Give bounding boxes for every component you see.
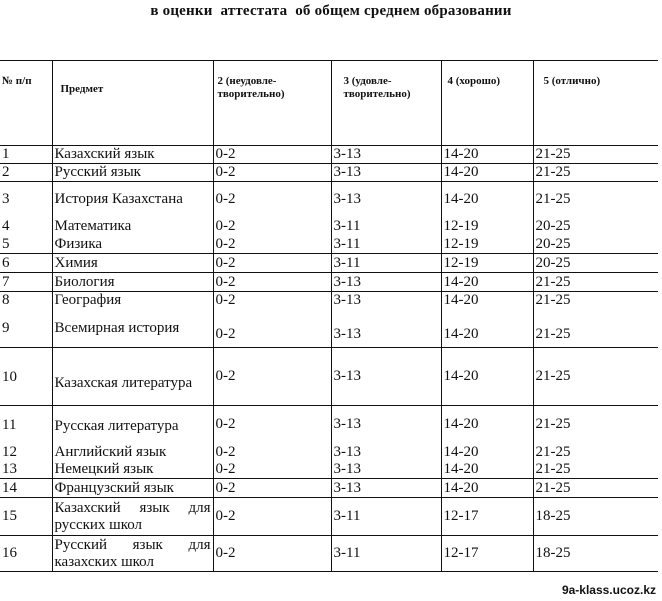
row-subject: География bbox=[52, 292, 213, 310]
row-num: 6 bbox=[0, 254, 52, 273]
row-grade-2: 0-2 bbox=[213, 292, 331, 310]
row-grade-4: 14-20 bbox=[441, 292, 533, 310]
row-grade-3: 3-11 bbox=[331, 498, 441, 536]
table-row bbox=[0, 498, 658, 536]
grades-table bbox=[0, 60, 658, 572]
row-grade-4: 14-20 bbox=[441, 348, 533, 406]
row-grade-4: 12-17 bbox=[441, 536, 533, 572]
row-grade-2: 0-2 bbox=[213, 236, 331, 254]
row-grade-3: 3-13 bbox=[331, 461, 441, 479]
row-subject: Химия bbox=[52, 254, 213, 273]
row-grade-4: 14-20 bbox=[441, 310, 533, 348]
header-subject: Предмет bbox=[52, 61, 213, 146]
header-grade-4: 4 (хорошо) bbox=[441, 61, 533, 146]
table-row bbox=[0, 444, 658, 461]
row-num: 11 bbox=[2, 417, 17, 434]
header-num: № п/п bbox=[0, 61, 52, 146]
row-subject: Казахский язык для русских школ bbox=[52, 498, 213, 536]
row-num: 1 bbox=[0, 146, 52, 164]
header-grade-3: 3 (удовле-творительно) bbox=[331, 61, 441, 146]
row-grade-3: 3-13 bbox=[331, 292, 441, 310]
site-watermark: 9a-klass.ucoz.kz bbox=[561, 583, 656, 597]
row-grade-2: 0-2 bbox=[213, 218, 331, 236]
row-grade-5: 21-25 bbox=[533, 461, 658, 479]
row-num: 8 bbox=[2, 292, 10, 309]
row-subject: Математика bbox=[52, 218, 213, 236]
table-row bbox=[0, 164, 658, 182]
row-grade-5: 21-25 bbox=[533, 182, 658, 218]
table-row bbox=[0, 406, 658, 444]
row-grade-4: 12-19 bbox=[441, 218, 533, 236]
row-grade-2: 0-2 bbox=[213, 273, 331, 292]
table-row bbox=[0, 273, 658, 292]
row-grade-5: 21-25 bbox=[533, 292, 658, 310]
row-grade-3: 3-13 bbox=[331, 348, 441, 406]
row-grade-5: 20-25 bbox=[533, 236, 658, 254]
row-num: 14 bbox=[0, 479, 52, 498]
row-grade-2: 0-2 bbox=[213, 146, 331, 164]
row-grade-5: 20-25 bbox=[533, 218, 658, 236]
row-subject: Биология bbox=[52, 273, 213, 292]
row-grade-2: 0-2 bbox=[213, 348, 331, 406]
header-grade-5: 5 (отлично) bbox=[533, 61, 658, 146]
row-grade-4: 14-20 bbox=[441, 164, 533, 182]
table-row bbox=[0, 218, 658, 236]
row-subject: История Казахстана bbox=[52, 182, 213, 218]
row-subject: Физика bbox=[52, 236, 213, 254]
row-grade-4: 14-20 bbox=[441, 182, 533, 218]
row-subject: Русский язык bbox=[52, 164, 213, 182]
row-grade-4: 14-20 bbox=[441, 479, 533, 498]
row-grade-5: 18-25 bbox=[533, 536, 658, 572]
row-grade-3: 3-13 bbox=[331, 406, 441, 444]
row-grade-2: 0-2 bbox=[213, 536, 331, 572]
row-grade-2: 0-2 bbox=[213, 479, 331, 498]
row-grade-2: 0-2 bbox=[213, 310, 331, 348]
row-grade-5: 21-25 bbox=[533, 273, 658, 292]
table-header-row bbox=[0, 61, 658, 146]
document-title: в оценки аттестата об общем среднем образовании bbox=[150, 3, 512, 19]
row-grade-5: 21-25 bbox=[533, 479, 658, 498]
row-grade-3: 3-11 bbox=[331, 236, 441, 254]
row-grade-3: 3-13 bbox=[331, 444, 441, 461]
row-grade-4: 14-20 bbox=[441, 461, 533, 479]
row-grade-4: 14-20 bbox=[441, 273, 533, 292]
row-grade-4: 14-20 bbox=[441, 444, 533, 461]
table-row bbox=[0, 461, 658, 479]
row-num: 9 bbox=[0, 310, 52, 348]
row-grade-2: 0-2 bbox=[213, 164, 331, 182]
row-num: 15 bbox=[0, 498, 52, 536]
row-num: 3 bbox=[2, 191, 10, 208]
row-subject: Русский язык для казахских школ bbox=[52, 536, 213, 572]
row-grade-5: 21-25 bbox=[533, 164, 658, 182]
row-subject: Английский язык bbox=[52, 444, 213, 461]
table-row bbox=[0, 292, 658, 310]
row-grade-3: 3-13 bbox=[331, 182, 441, 218]
row-grade-3: 3-13 bbox=[331, 273, 441, 292]
table-row bbox=[0, 236, 658, 254]
row-num: 13 bbox=[0, 461, 52, 479]
row-num: 12 bbox=[2, 443, 17, 460]
header-grade-2: 2 (неудовле-творительно) bbox=[213, 61, 331, 146]
row-grade-2: 0-2 bbox=[213, 406, 331, 444]
row-num: 7 bbox=[0, 273, 52, 292]
row-grade-2: 0-2 bbox=[213, 461, 331, 479]
row-grade-3: 3-13 bbox=[331, 146, 441, 164]
row-num: 2 bbox=[0, 164, 52, 182]
row-grade-2: 0-2 bbox=[213, 498, 331, 536]
table-row bbox=[0, 254, 658, 273]
row-grade-4: 12-19 bbox=[441, 254, 533, 273]
table-row bbox=[0, 348, 658, 406]
row-grade-5: 20-25 bbox=[533, 254, 658, 273]
row-grade-5: 21-25 bbox=[533, 310, 658, 348]
row-grade-4: 14-20 bbox=[441, 406, 533, 444]
row-grade-3: 3-11 bbox=[331, 218, 441, 236]
row-subject: Французский язык bbox=[52, 479, 213, 498]
table-row bbox=[0, 182, 658, 218]
row-num: 5 bbox=[0, 236, 52, 254]
row-grade-4: 14-20 bbox=[441, 146, 533, 164]
row-grade-5: 21-25 bbox=[533, 348, 658, 406]
table-row bbox=[0, 479, 658, 498]
row-grade-3: 3-13 bbox=[331, 310, 441, 348]
row-subject: Казахский язык bbox=[52, 146, 213, 164]
row-subject: Казахская литература bbox=[52, 348, 213, 406]
row-num: 16 bbox=[0, 536, 52, 572]
table-row bbox=[0, 146, 658, 164]
row-grade-4: 12-19 bbox=[441, 236, 533, 254]
row-grade-5: 21-25 bbox=[533, 406, 658, 444]
row-grade-3: 3-11 bbox=[331, 536, 441, 572]
row-grade-3: 3-13 bbox=[331, 479, 441, 498]
row-grade-2: 0-2 bbox=[213, 182, 331, 218]
row-grade-2: 0-2 bbox=[213, 444, 331, 461]
row-grade-5: 21-25 bbox=[533, 146, 658, 164]
row-grade-3: 3-13 bbox=[331, 164, 441, 182]
row-subject: Немецкий язык bbox=[52, 461, 213, 479]
row-grade-5: 18-25 bbox=[533, 498, 658, 536]
row-grade-4: 12-17 bbox=[441, 498, 533, 536]
table-row bbox=[0, 536, 658, 572]
row-grade-5: 21-25 bbox=[533, 444, 658, 461]
row-num: 4 bbox=[2, 218, 10, 234]
row-subject: Русская литература bbox=[52, 406, 213, 444]
row-num: 10 bbox=[0, 348, 52, 406]
table-row bbox=[0, 310, 658, 348]
row-grade-2: 0-2 bbox=[213, 254, 331, 273]
row-subject: Всемирная история bbox=[52, 310, 213, 348]
row-grade-3: 3-11 bbox=[331, 254, 441, 273]
